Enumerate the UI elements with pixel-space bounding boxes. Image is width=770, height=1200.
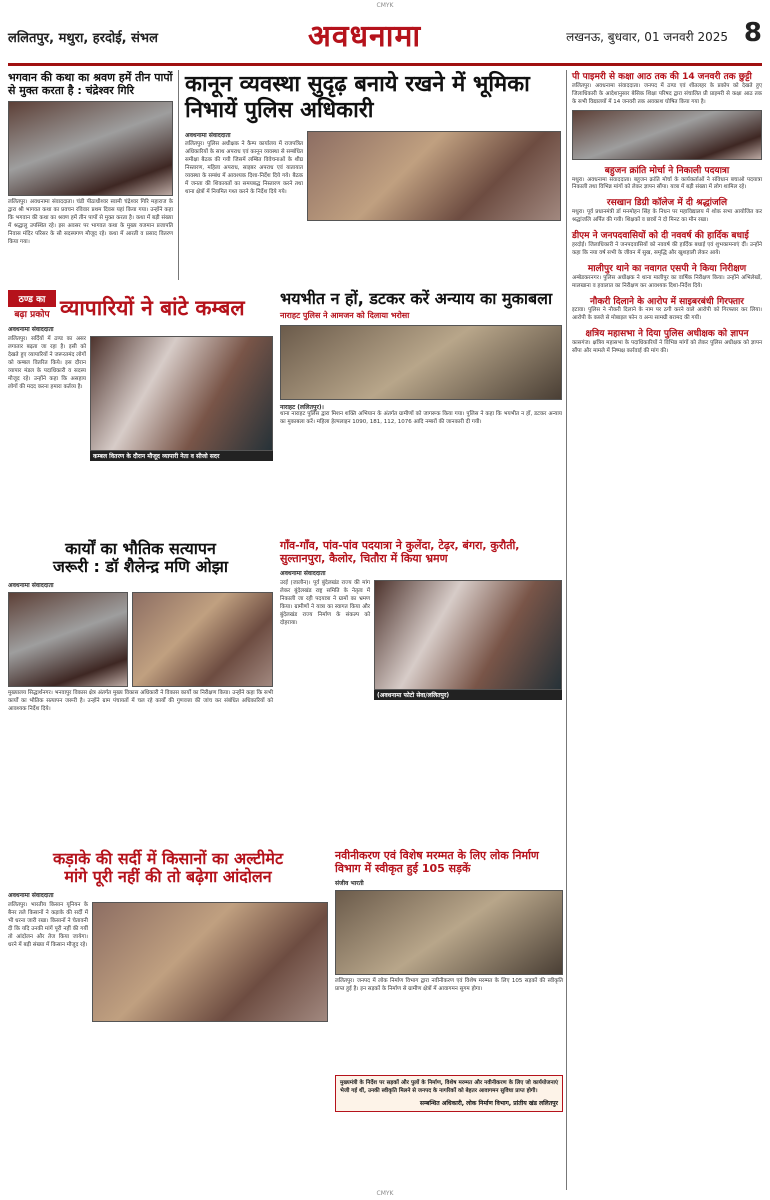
subhead: नाराहट पुलिस ने आमजन को दिलाया भरोसा	[280, 311, 410, 321]
side-headline: नौकरी दिलाने के आरोप में साइबरबंधी गिरफ्तार	[590, 296, 744, 307]
side-body: अम्बेडकरनगर। पुलिस अधीक्षक ने थाना मालीपुर का वार्षिक निरीक्षण किया। उन्होंने अभिलेखों, मालखाना व हवालात का निरीक्षण कर आवश्यक दिशा-निर्देश दिये।	[572, 274, 762, 289]
story-kadake	[8, 850, 328, 1022]
story-body: ललितपुर। भारतीय किसान यूनियन के बैनर तले किसानों ने कड़ाके की सर्दी में भी धरना जारी रखा। किसानों ने चेतावनी दी कि यदि उनकी मांगें पूरी नहीं की गयीं तो आंदोलन और तेज किया जायेगा। धरने में बड़ी संख्या में किसान मौजूद रहे।	[8, 901, 88, 948]
story-kanoon	[185, 72, 561, 221]
flag-label	[8, 290, 56, 320]
story-photo	[8, 592, 128, 687]
column-divider	[566, 70, 567, 1190]
side-headline: डीएम ने जनपदवासियों को दी नववर्ष की हार्दिक बधाई	[572, 231, 749, 242]
side-body: हरदोई। जिलाधिकारी ने जनपदवासियों को नववर्ष की हार्दिक बधाई एवं शुभकामनाएं दीं। उन्होंने कहा कि नया वर्ष सभी के जीवन में सुख, समृद्धि और खुशहाली लेकर आये।	[572, 241, 762, 256]
page-number: 8	[743, 18, 762, 48]
headline: व्यापारियों ने बांटे कम्बल	[60, 295, 245, 320]
side-body: कासगंज। क्षत्रिय महासभा के पदाधिकारियों ने विभिन्न मांगों को लेकर पुलिस अधीक्षक को ज्ञापन सौंपा और मामले में निष्पक्ष कार्रवाई की मांग की।	[572, 340, 762, 355]
print-color-mark: CMYK	[376, 1190, 394, 1197]
notice-signature: सम्बन्धित अधिकारी, लोक निर्माण विभाग, प्रांतीय खंड ललितपुर	[419, 1099, 558, 1107]
photo-caption: कम्बल वितरण के दौरान मौजूद व्यापारी नेता व सीजो सदर	[90, 451, 273, 461]
story-photo	[374, 580, 562, 690]
side-photo	[572, 110, 762, 160]
headline: कानून व्यवस्था सुदृढ़ बनाये रखने में भूमिका निभायें पुलिस अधिकारी	[185, 72, 530, 124]
story-body: ललितपुर। सर्दियों में ठण्ड का असर लगातार बढ़ता जा रहा है। इसी को देखते हुए व्यापारियों ने जरूरतमंद लोगों को कम्बल वितरित किये। इस दौरान व्यापार मंडल के पदाधिकारी व सदस्य मौजूद रहे। उन्होंने कहा कि असहाय लोगों की मदद करना हमारा कर्तव्य है।	[8, 336, 86, 390]
notice-box	[335, 1075, 563, 1112]
headline: भयभीत न हों, डटकर करें अन्याय का मुकाबला	[280, 289, 553, 308]
byline: अवधनामा संवाददाता	[8, 891, 54, 899]
masthead	[8, 14, 762, 66]
headline: नवीनीकरण एवं विशेष मरम्मत के लिए लोक निर्माण विभाग में स्वीकृत हुई 105 सड़कें	[335, 849, 539, 875]
flag-bottom: बढ़ा प्रकोप	[14, 310, 50, 320]
photo-caption: (अवधनामा फोटो सेवा/ललितपुर)	[374, 690, 562, 700]
side-body: इटावा। पुलिस ने नौकरी दिलाने के नाम पर ठगी करने वाले आरोपी को गिरफ्तार कर लिया। आरोपी के कब्जे से मोबाइल फोन व अन्य सामग्री बरामद की गयी।	[572, 307, 762, 322]
byline: अवधनामा संवाददाता	[8, 581, 54, 589]
newspaper-logo	[308, 14, 488, 62]
headline: गाँव-गाँव, पांव-पांव पदयात्रा ने कुलेंदा, टेढ़र, बंगरा, कुरौती, सुल्तानपुरा, कैलोर, चितौरा में किया भ्रमण	[280, 539, 520, 565]
headline-line2: मांगे पूरी नहीं की तो बढ़ेगा आंदोलन	[64, 867, 272, 887]
story-photo	[92, 902, 328, 1022]
story-kambal	[8, 290, 273, 461]
story-body: थाना नाराहट पुलिस द्वारा मिशन शक्ति अभियान के अंतर्गत ग्रामीणों को जागरूक किया गया। पुलिस ने कहा कि भयभीत न हों, डटकर अन्याय का मुकाबला करें। महिला हेल्पलाइन 1090, 181, 112, 1076 आदि नम्बरों की जानकारी दी गयी।	[280, 411, 562, 426]
story-body: ललितपुर। अवधनामा संवाददाता। चंडी पीठाधीश्वर स्वामी चंद्रेश्वर गिरि महाराज के द्वारा श्री भागवत कथा का प्रवचन रविवार प्रथम दिवस यहां किया गया। उन्होंने कहा कि भगवान की कथा का श्रवण हमें तीन पापों से मुक्त करता है। कथा में बड़ी संख्या में श्रद्धालु उपस्थित रहे। इस अवसर पर भागवत कथा के मुख्य यजमान प्रजापति निवास मंदिर परिसर के सौ सदस्यगण मौजूद रहे। कथा में आरती व प्रसाद वितरण किया गया।	[8, 199, 173, 246]
story-body: ललितपुर। पुलिस अधीक्षक ने कैम्प कार्यालय में राजपत्रित अधिकारियों के साथ अपराध एवं कानून व्यवस्था से सम्बंधित समीक्षा बैठक की गयी जिसमें लम्बित विवेचनाओं के शीघ्र निस्तारण, महिला अपराध, साइबर अपराध एवं यातायात व्यवस्था के सम्बंध में आवश्यक दिशा-निर्देश दिये गये। बैठक में जनता की शिकायतों का समयबद्ध निस्तारण करने तथा थाना क्षेत्रों में नियमित गश्त करने के निर्देश दिये गये।	[185, 140, 303, 195]
story-photo	[132, 592, 273, 687]
story-bhagwan	[8, 72, 173, 247]
dateline: लखनऊ, बुधवार, 01 जनवरी 2025	[566, 30, 728, 44]
byline: नाराहट (ललितपुर)।	[280, 404, 324, 412]
byline: अवधनामा संवाददाता	[185, 131, 231, 139]
story-body: मुख्यालय सिद्धार्थनगर। भनवापुर विकास क्षेत्र अंतर्गत मुख्य विकास अधिकारी ने विकास कार्यों का निरीक्षण किया। उन्होंने कहा कि सभी कार्यों का भौतिक सत्यापन जरूरी है। उन्होंने ग्राम पंचायतों में चल रहे कार्यों की गुणवत्ता की जांच कर संबंधित अधिकारियों को आवश्यक निर्देश दिये।	[8, 689, 273, 712]
story-photo	[280, 325, 562, 400]
byline: अवधनामा संवाददाता	[280, 570, 326, 578]
story-photo	[8, 101, 173, 196]
edition-cities: ललितपुर, मथुरा, हरदोई, संभल	[8, 31, 158, 46]
story-photo	[335, 890, 563, 975]
headline-line1: कार्यों का भौतिक सत्यापन	[65, 539, 216, 558]
side-body: मथुरा। पूर्व प्रधानमंत्री डॉ मनमोहन सिंह के निधन पर महाविद्यालय में शोक सभा आयोजित कर श्रद्धांजलि अर्पित की गयी। शिक्षकों व छात्रों ने दो मिनट का मौन रखा।	[572, 209, 762, 224]
right-column	[572, 72, 762, 356]
story-photo	[307, 131, 561, 221]
column-divider	[178, 70, 179, 280]
headline-line1: कड़ाके की सर्दी में किसानों का अल्टीमेट	[52, 849, 284, 868]
print-color-mark: CMYK	[376, 2, 394, 9]
side-headline: बहुजन क्रांति मोर्चा ने निकाली पदयात्रा	[604, 165, 730, 176]
side-headline: रसखान डिग्री कॉलेज में दी श्रद्धांजलि	[606, 198, 728, 209]
side-body: मथुरा। अवधनामा संवाददाता। बहुजन क्रांति मोर्चा के कार्यकर्ताओं ने संविधान बचाओ पदयात्रा निकाली तथा विभिन्न मांगों को लेकर ज्ञापन सौंपा। यात्रा में बड़ी संख्या में लोग शामिल रहे।	[572, 176, 762, 191]
story-naveenikaran	[335, 850, 563, 994]
story-bhaybheet	[280, 290, 562, 427]
notice-body: मुख्यमंत्री के निर्देश पर सड़कों और पुलों के निर्माण, विशेष मरम्मत और नवीनीकरण के लिए जो कार्ययोजनाएं भेजी गई थीं, उनकी स्वीकृति मिलने से जनपद के नागरिकों को बेहतर आवागमन सुविधा प्राप्त होगी।	[340, 1080, 558, 1094]
byline: संजीव भारती	[335, 880, 364, 888]
side-headline: मालीपुर थाने का नवागत एसपी ने किया निरीक्षण	[587, 263, 747, 274]
side-headline: क्षत्रिय महासभा ने दिया पुलिस अधीक्षक को ज्ञापन	[585, 329, 749, 340]
byline: अवधनामा संवाददाता	[8, 326, 54, 333]
side-headline: पी पाइमरी से कक्षा आठ तक की 14 जनवरी तक छुट्टी	[572, 72, 752, 82]
side-body: ललितपुर। अवधनामा संवाददाता। जनपद में ठण्ड एवं शीतलहर के प्रकोप को देखते हुए जिलाधिकारी के आदेशानुसार बेसिक शिक्षा परिषद द्वारा संचालित प्री प्राइमरी से कक्षा आठ तक के सभी विद्यालयों में 14 जनवरी तक अवकाश घोषित किया गया है।	[572, 82, 762, 105]
story-gaon	[280, 540, 562, 700]
story-body: ललितपुर। जनपद में लोक निर्माण विभाग द्वारा नवीनीकरण एवं विशेष मरम्मत के लिए 105 सड़कों की स्वीकृति प्राप्त हुई है। इन सड़कों के निर्माण से ग्रामीण क्षेत्रों में आवागमन सुगम होगा।	[335, 978, 563, 993]
headline-line2: जरूरी : डॉ शैलेन्द्र मणि ओझा	[52, 557, 228, 577]
story-body: उरई (जालौन)। पूर्व बुंदेलखंड राज्य की मांग लेकर बुंदेलखंड राष्ट्र समिति के नेतृत्व में निकाली जा रही पदयात्रा ने ग्रामों का भ्रमण किया। ग्रामीणों ने यात्रा का स्वागत किया और बुंदेलखंड राज्य निर्माण के संकल्प को दोहराया।	[280, 580, 370, 627]
story-karyon	[8, 540, 273, 714]
story-photo	[90, 336, 273, 451]
flag-top: ठण्ड का	[8, 290, 56, 307]
logo-text: अवधनामा	[308, 19, 422, 54]
headline: भगवान की कथा का श्रवण हमें तीन पापों से मुक्त करता है : चंद्रेश्वर गिरि	[8, 71, 173, 97]
